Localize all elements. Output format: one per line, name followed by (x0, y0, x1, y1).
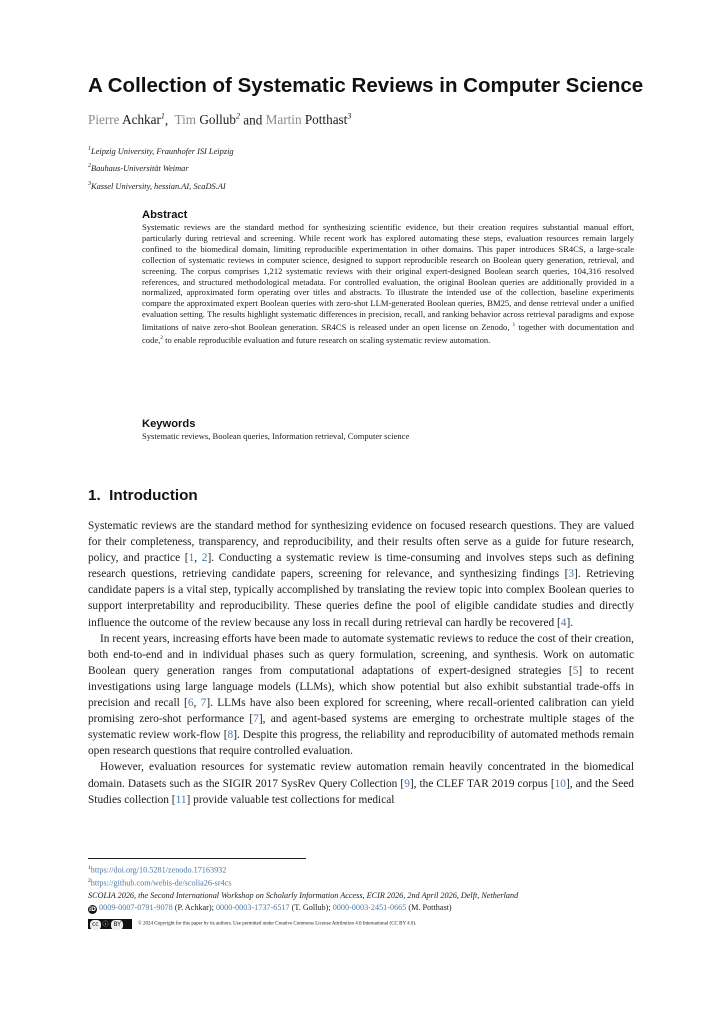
venue-line: SCOLIA 2026, the Second International Workshop on Scholarly Information Access, ECIR 2026, 2nd April 2026, Delft, Netherland (88, 890, 519, 900)
body-text-run: Systematic reviews are the standard method for synthesizing evidence on focused research questions. They are valued for their completeness, transparency, and reproducibility, and their results often serve as a guide for future research, policy, and practice [ (88, 520, 634, 565)
footnote-link[interactable]: 2 (160, 334, 164, 341)
footnote-divider (88, 858, 306, 859)
affiliation: $^1$Leipzig University, Fraunhofer ISI Leipzig (88, 146, 234, 156)
author-last-name: Achkar (122, 112, 161, 128)
body-text-run: ], and the Seed Studies collection [ (88, 777, 634, 806)
license-line (88, 919, 416, 929)
citation-link[interactable]: 3 (568, 568, 575, 581)
citation-link[interactable]: 8 (227, 729, 234, 742)
orcid-link[interactable]: 0000-0003-1737-6517 (215, 902, 290, 912)
cc-by-license-icon: cc ⓘ BY (88, 919, 132, 929)
footnote: $^1$https://doi.org/10.5281/zenodo.17163932 (88, 865, 227, 875)
orcid-link[interactable]: 0009-0007-0791-9078 (99, 902, 173, 912)
citation-link[interactable]: 5 (572, 664, 579, 677)
body-text-run: However, evaluation resources for systematic review automation remain heavily concentrated in the biomedical domain. Datasets such as the SIGIR 2017 SysRev Query Collection [ (88, 761, 634, 790)
orcid-icon: iD (88, 905, 97, 913)
author-affiliation-mark: 1 (160, 112, 165, 121)
body-paragraph (88, 631, 634, 760)
body-text-run: ] provide valuable test collections for medical (186, 793, 395, 806)
citation-link[interactable]: 4 (560, 616, 567, 629)
keywords-text: Systematic reviews, Boolean queries, Information retrieval, Computer science (142, 431, 410, 441)
body-text-run: ]. (566, 616, 574, 629)
body-text-run: ]. LLMs have also been explored for screening, where recall-oriented calibration can yield promising zero-shot performance [ (88, 697, 634, 726)
citation-link[interactable]: 1 (188, 552, 195, 565)
paper-title: A Collection of Systematic Reviews in Computer Science (88, 74, 644, 97)
body-text-run: ] to recent investigations using large language models (LLMs), which show potential but also exhibit substantial trade-offs in precision and recall [ (88, 664, 634, 710)
doi-link[interactable]: https://doi.org/10.5281/zenodo.17163932 (90, 865, 227, 875)
section-number: 1. (88, 487, 101, 504)
body-text-run: ], and agent-based systems are emerging to orchestrate multiple stages of the systematic review work-flow [ (88, 713, 634, 742)
affiliation: $^2$Bauhaus-Universität Weimar (88, 163, 189, 174)
citation-link[interactable]: 6 (187, 697, 194, 710)
footnote-link[interactable]: 1 (512, 322, 516, 329)
github-link[interactable]: https://github.com/webis-de/scolia26-sr4cs (90, 879, 232, 889)
orcid-line: iD 0009-0007-0791-9078 (P. Achkar); 0000-0003-1737-6517 (T. Gollub); 0000-0003-2451-0665 (M. Potthast) (88, 902, 452, 913)
body-text (88, 518, 634, 808)
footnote: $^2$https://github.com/webis-de/scolia26-sr4cs (88, 878, 232, 889)
author-last-name: Potthast (304, 112, 348, 128)
affiliation-list (88, 142, 234, 194)
citation-link[interactable]: 11 (175, 793, 187, 806)
author-first-name: Pierre (88, 112, 120, 128)
author-name (266, 112, 352, 127)
orcid-link[interactable]: 0000-0003-2451-0665 (332, 902, 407, 912)
author-name (175, 112, 240, 127)
author-separator: , (164, 112, 169, 128)
body-text-run: In recent years, increasing efforts have been made to automate systematic reviews to reduce the cost of their creation, both end-to-end and in individual phases such as query formulation, screening, and synthesis. Work on automatic Boolean query generation ranges from computational adaptations of expert-designed strategies [ (88, 632, 634, 677)
body-text-run: ]. Retrieving candidate papers is a vital step, typically accomplished by translating the review topic into complex Boolean queries to support interpretability and reproducibility. These queries define the pool of eligible candidate studies and directly influence the outcome of the review because any loss in recall during retrieval can hardly be recovered [ (88, 568, 634, 629)
author-separator: and (243, 112, 263, 128)
author-affiliation-mark: 2 (236, 112, 240, 121)
body-text-run: , (194, 552, 202, 565)
author-first-name: Martin (265, 112, 302, 128)
section-title: Introduction (109, 487, 198, 504)
copyright-text: © 2024 Copyright for this paper by its authors. Use permitted under Creative Commons License Attribution 4.0 International (CC BY 4.0). (138, 921, 417, 927)
citation-link[interactable]: 9 (404, 777, 410, 790)
abstract-block (142, 209, 634, 346)
section-heading (88, 487, 198, 504)
author-list (88, 112, 351, 128)
body-text-run: ]. Despite this progress, the reliability and reproducibility of automated methods remain open research questions that require controlled evaluation. (88, 729, 634, 758)
body-paragraph (88, 759, 634, 807)
keywords-heading: Keywords (142, 418, 196, 430)
keywords-block (142, 418, 634, 441)
author-affiliation-mark: 3 (347, 112, 352, 121)
body-paragraph (88, 518, 634, 631)
author-first-name: Tim (174, 112, 197, 128)
body-text-run: ]. Conducting a systematic review is time-consuming and involves steps such as defining research questions, retrieving candidate papers, screening for relevance, and synthesizing findings [ (88, 552, 634, 581)
footnotes (88, 863, 648, 914)
citation-link[interactable]: 7 (200, 697, 207, 710)
affiliation: $^3$Kassel University, hessian.AI, ScaDS.AI (88, 180, 226, 191)
author-last-name: Gollub (199, 112, 236, 128)
citation-link[interactable]: 7 (253, 713, 259, 726)
citation-link[interactable]: 2 (201, 552, 208, 565)
abstract-heading: Abstract (142, 209, 188, 221)
abstract-text: Systematic reviews are the standard method for synthesizing scientific evidence, but their creation requires substantial manual effort, particularly during retrieval and screening. While recent work has explored automating these steps, evaluation resources remain largely confined to the biomedical domain, limiting reproducible experimentation in other domains. This paper introduces SR4CS, a large-scale collection of systematic reviews in computer science, designed to support reproducible research on Boolean query generation, retrieval, and screening. The corpus comprises 1,212 systematic reviews with their original expert-designed Boolean search queries, 104,316 resolved references, and structured methodological metadata. For controlled evaluation, the original Boolean queries are additionally provided in a normalized, approximated form operating over titles and abstracts. To illustrate the intended use of the collection, baseline experiments compare the approximated expert Boolean queries with zero-shot LLM-generated Boolean queries, BM25, and dense retrieval under a unified evaluation setting. The results highlight systematic differences in precision, recall, and ranking behavior across retrieval paradigms and expose limitations of naive zero-shot Boolean generation. SR4CS is released under an open license on Zenodo, $^1$ together with documentation and code,$^2$ to enable reproducible evaluation and future research on scaling systematic review automation. (142, 222, 634, 345)
author-name (88, 112, 165, 127)
body-text-run: ], the CLEF TAR 2019 corpus [ (409, 777, 555, 790)
citation-link[interactable]: 10 (554, 777, 566, 790)
body-text-run: , (193, 697, 201, 710)
